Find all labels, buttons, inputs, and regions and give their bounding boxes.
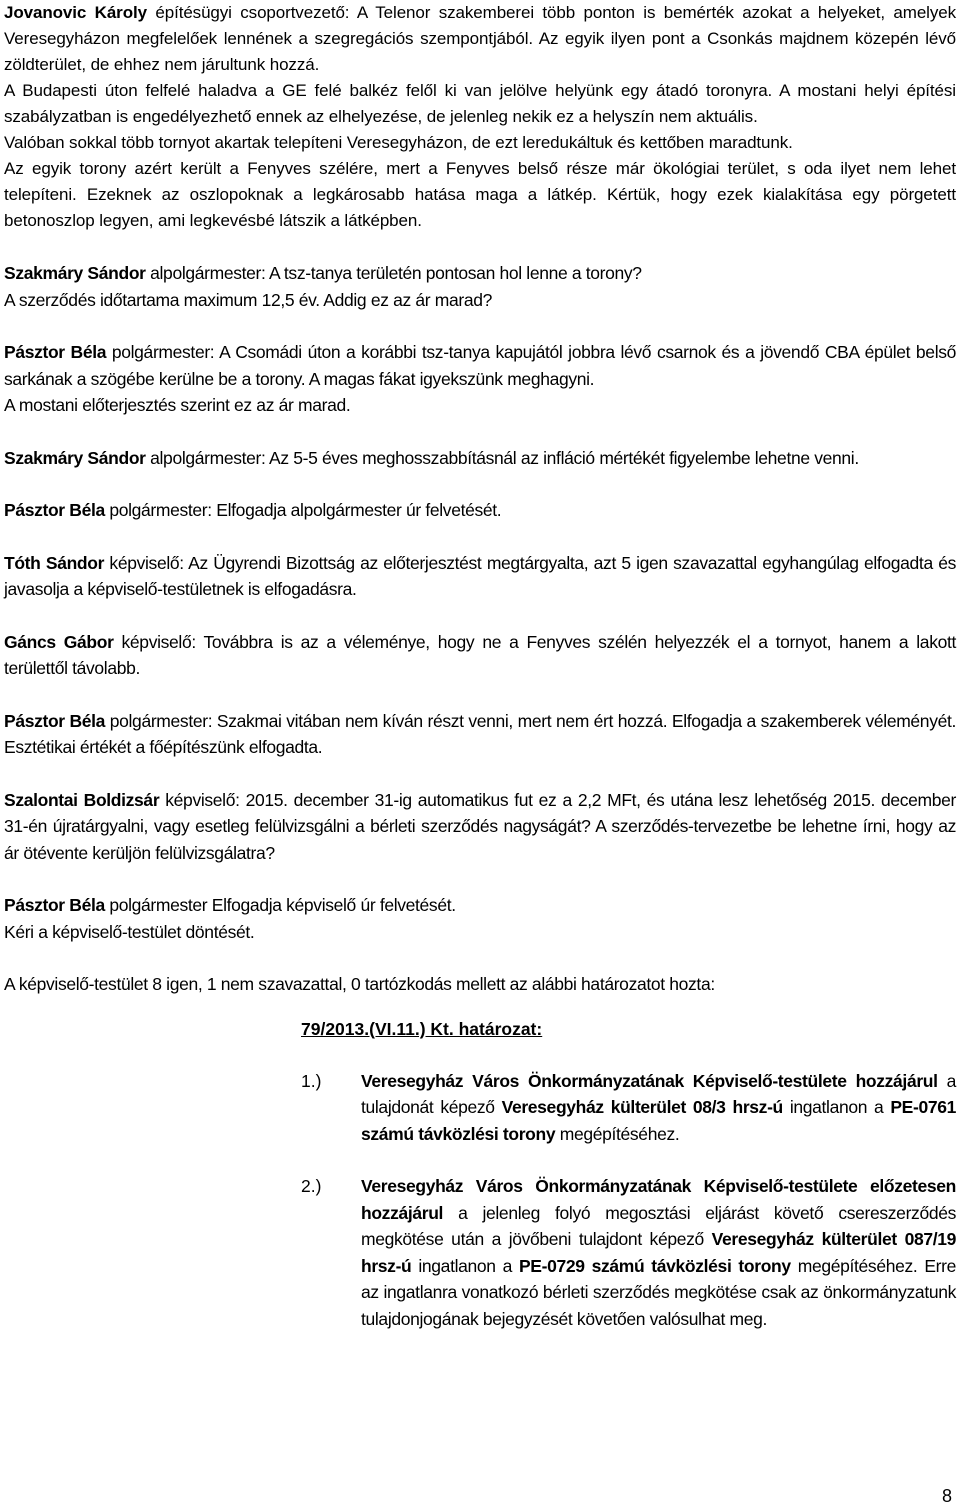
paragraph-line	[4, 0, 956, 78]
paragraph-szakmary-1	[4, 260, 956, 313]
paragraph-line: Valóban sokkal több tornyot akartak telepíteni Veresegyházon, de ezt leredukáltuk és kettőben maradtunk.	[4, 133, 793, 152]
item-bold-text: Veresegyház Város Önkormányzatának Képviselő-testülete hozzájárul	[361, 1070, 938, 1091]
paragraph-toth	[4, 550, 956, 603]
speaker-name: Jovanovic Károly	[4, 3, 147, 22]
paragraph-line: A Budapesti úton felfelé haladva a GE felé balkéz felől ki van jelölve helyünk egy átadó toronyra. A mostani helyi építési szabályzatban is engedélyezhető ennek az elhelyezése, de jelenleg nekik ez a helyszín nem aktuális.	[4, 81, 956, 126]
paragraph-text: alpolgármester: Az 5-5 éves meghosszabbításnál az infláció mértékét figyelembe lehetne venni.	[145, 447, 859, 468]
item-plain-text: a tulajdonát képező	[361, 1070, 956, 1117]
paragraph-szakmary-2	[4, 445, 956, 472]
page-number: 8	[941, 1486, 952, 1506]
paragraph-text: képviselő: 2015. december 31-ig automatikus fut ez a 2,2 MFt, és utána lesz lehetőség 2015. december 31-én újratárgyalni, vagy esetleg felülvizsgálni a bérleti szerződés nagyságát? A szerződés-tervezetbe be lehetne írni, hogy az ár ötévente kerüljön felülvizsgálatra?	[4, 789, 956, 863]
paragraph-text: A mostani előterjesztés szerint ez az ár marad.	[4, 395, 351, 415]
paragraph-text: építésügyi csoportvezető: A Telenor szakemberei több ponton is bemérték azokat a helyeket, amelyek Veresegyházon megfelelőek lennének a szegregációs szempontjából. Az egyik ilyen pont a Csonkás majdnem közepén lévő zöldterület, de ehhez nem járultunk hozzá.	[4, 3, 957, 74]
paragraph-text: polgármester: Szakmai vitában nem kíván részt venni, mert nem ért hozzá. Elfogadja a szakemberek véleményét. Esztétikai értékét a főépítészünk elfogadta.	[4, 710, 957, 757]
vote-result: A képviselő-testület 8 igen, 1 nem szavazattal, 0 tartózkodás mellett az alábbi határozatot hozta:	[4, 974, 715, 994]
item-number: 1.)	[301, 1070, 322, 1091]
paragraph-jovanovic	[4, 0, 956, 234]
speaker-name: Gáncs Gábor	[4, 631, 114, 652]
paragraph-pasztor-3	[4, 708, 956, 761]
speaker-name: Tóth Sándor	[4, 552, 105, 573]
paragraph-text: képviselő: Az Ügyrendi Bizottság az előterjesztést megtárgyalta, azt 5 igen szavazattal egyhangúlag elfogadta és javasolja a képviselő-testületnek is elfogadásra.	[4, 552, 956, 599]
item-bold-text: PE-0761 számú távközlési torony	[361, 1097, 956, 1144]
item-plain-text: ingatlanon a	[411, 1255, 519, 1276]
item-text	[361, 1173, 956, 1332]
speaker-name: Pásztor Béla	[4, 342, 107, 362]
paragraph-line: Az egyik torony azért került a Fenyves szélére, mert a Fenyves belső része már ökológiai terület, s oda ilyet nem lehet telepíteni. Ezeknek az oszlopoknak a legkárosabb hatása maga a látkép. Kértük, hogy ezek kialakítása egy pörgetett betonoszlop legyen, ami legkevésbé látszik a látképben.	[4, 159, 956, 230]
item-plain-text: a jelenleg folyó megosztási eljárást követő csereszerződés megkötése után a jövőbeni tulajdont képező	[361, 1202, 956, 1249]
speaker-name: Pásztor Béla	[4, 500, 105, 520]
item-bold-text: Veresegyház külterület 08/3 hrsz-ú	[501, 1097, 783, 1117]
item-plain-text: megépítéséhez. Erre az ingatlanra vonatkozó bérleti szerződés megkötése csak az önkormányzatunk tulajdonjogának bejegyzését követően valósulhat meg.	[361, 1255, 957, 1329]
item-bold-text: PE-0729 számú távközlési torony	[518, 1255, 791, 1276]
paragraph-text: képviselő: Továbbra is az a véleménye, hogy ne a Fenyves szélén helyezzék el a tornyot, hanem a lakott területtől távolabb.	[4, 631, 956, 678]
item-bold-text: Veresegyház Város Önkormányzatának Képviselő-testülete előzetesen hozzájárul	[361, 1176, 956, 1223]
item-plain-text: ingatlanon a	[782, 1097, 891, 1117]
paragraph-text: alpolgármester: A tsz-tanya területén pontosan hol lenne a torony?	[145, 263, 642, 283]
resolution-item-2	[301, 1173, 956, 1332]
paragraph-pasztor-4	[4, 892, 956, 945]
speaker-name: Pásztor Béla	[4, 895, 105, 915]
speaker-name: Szakmáry Sándor	[4, 447, 146, 468]
speaker-name: Szalontai Boldizsár	[4, 789, 160, 810]
item-number: 2.)	[301, 1176, 322, 1196]
item-bold-text: Veresegyház külterület 087/19 hrsz-ú	[361, 1229, 956, 1276]
paragraph-text: A szerződés időtartama maximum 12,5 év. Addig ez az ár marad?	[4, 289, 493, 310]
resolution-title: 79/2013.(VI.11.) Kt. határozat:	[301, 1018, 543, 1039]
item-text	[361, 1068, 956, 1148]
paragraph-text: Kéri a képviselő-testület döntését.	[4, 921, 255, 942]
speaker-name: Szakmáry Sándor	[4, 263, 146, 283]
paragraph-text: polgármester: A Csomádi úton a korábbi tsz-tanya kapujától jobbra lévő csarnok és a jövendő CBA épület belső sarkának a szögébe kerülne be a torony. A magas fákat igyekszünk meghagyni.	[4, 342, 957, 389]
paragraph-pasztor-1	[4, 339, 956, 419]
resolution-item-1	[301, 1068, 956, 1148]
item-plain-text: megépítéséhez.	[555, 1123, 680, 1144]
paragraph-text: polgármester Elfogadja képviselő úr felvetését.	[104, 895, 456, 915]
paragraph-gancs	[4, 629, 956, 682]
document-page	[4, 0, 956, 1332]
paragraph-szalontai	[4, 787, 956, 867]
paragraph-pasztor-2	[4, 497, 956, 524]
speaker-name: Pásztor Béla	[4, 710, 106, 731]
paragraph-text: polgármester: Elfogadja alpolgármester úr felvetését.	[104, 500, 502, 520]
